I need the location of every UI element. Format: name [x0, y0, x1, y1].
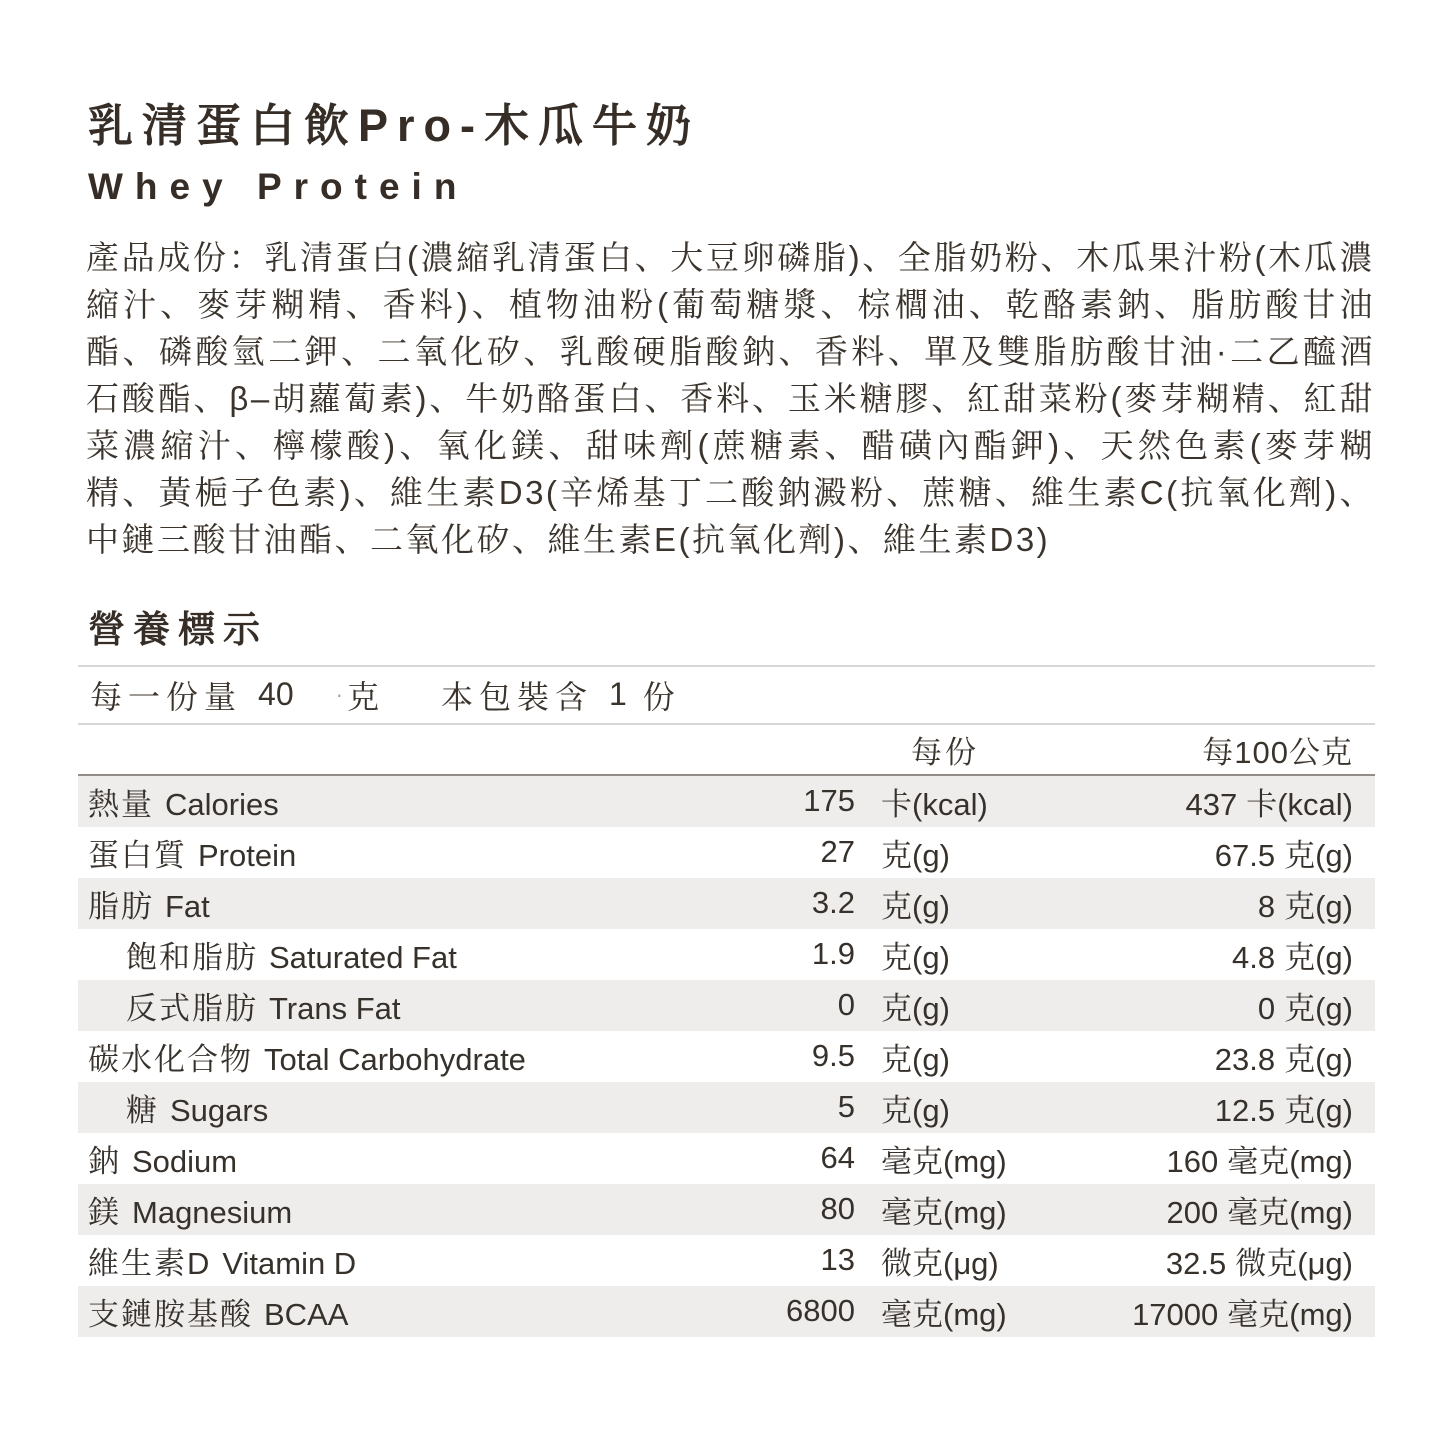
nutrient-name-en: Vitamin D — [222, 1245, 357, 1281]
per-100g-cell — [1065, 1136, 1375, 1181]
per-100g-unit: 克(g) — [1284, 939, 1353, 975]
nutrient-name — [78, 1187, 735, 1232]
per-100g-unit: 克(g) — [1284, 1092, 1353, 1128]
table-row — [78, 776, 1375, 827]
nutrient-name — [78, 881, 735, 926]
per-serving-value: 1.9 — [811, 936, 855, 972]
serving-size-row — [78, 665, 1375, 725]
per-serving-unit: 卡(kcal) — [881, 786, 988, 822]
per-100g-value: 23.8 — [1214, 1041, 1276, 1077]
package-serving-count: 1 — [608, 676, 627, 713]
per-serving-unit: 毫克(mg) — [881, 1296, 1007, 1332]
per-100g-value: 4.8 — [1232, 939, 1276, 975]
per-serving-unit: 微克(μg) — [881, 1245, 999, 1281]
per-100g-cell — [1065, 830, 1375, 875]
per-100g-unit: 克(g) — [1284, 837, 1353, 873]
nutrient-name-zh: 支鏈胺基酸 — [88, 1296, 253, 1332]
nutrient-name-en: Saturated Fat — [269, 939, 457, 975]
per-100g-cell — [1065, 1289, 1375, 1334]
per-100g-unit: 毫克(mg) — [1227, 1296, 1353, 1332]
table-row — [78, 1133, 1375, 1184]
per-100g-cell — [1065, 932, 1375, 977]
per-serving-unit: 克(g) — [881, 888, 950, 924]
per-serving-value: 80 — [820, 1191, 855, 1227]
per-100g-value: 0 — [1257, 990, 1276, 1026]
nutrient-name-zh: 碳水化合物 — [88, 1041, 253, 1077]
per-100g-unit: 毫克(mg) — [1227, 1143, 1353, 1179]
per-serving-unit: 毫克(mg) — [881, 1194, 1007, 1230]
per-serving-value: 6800 — [786, 1293, 855, 1329]
serving-size-dot: · — [335, 681, 343, 707]
nutrient-name — [78, 1085, 735, 1130]
nutrient-name-zh: 飽和脂肪 — [126, 939, 258, 975]
nutrient-name-zh: 反式脂肪 — [126, 990, 258, 1026]
per-serving-value: 0 — [837, 987, 855, 1023]
per-serving-unit: 克(g) — [881, 939, 950, 975]
nutrient-name-zh: 鎂 — [88, 1194, 121, 1230]
nutrient-name — [78, 932, 735, 977]
nutrient-name-en: Sodium — [132, 1143, 238, 1179]
nutrient-name-zh: 維生素D — [88, 1245, 212, 1281]
package-contains-label: 本包裝含 — [440, 678, 593, 715]
per-serving-unit: 克(g) — [881, 990, 950, 1026]
nutrition-table-body — [78, 776, 1375, 1337]
label-page — [78, 0, 1375, 1337]
per-100g-unit: 微克(μg) — [1235, 1245, 1353, 1281]
nutrient-name-zh: 糖 — [126, 1092, 159, 1128]
per-100g-unit: 克(g) — [1284, 888, 1353, 924]
per-100g-unit: 卡(kcal) — [1246, 786, 1353, 822]
nutrient-name-en: Calories — [165, 786, 279, 822]
nutrition-heading: 營養標示 — [88, 608, 268, 650]
table-row — [78, 1031, 1375, 1082]
per-100g-value: 17000 — [1132, 1296, 1219, 1332]
table-row — [78, 980, 1375, 1031]
column-header-per-serving: 每份 — [911, 734, 979, 770]
table-row — [78, 827, 1375, 878]
table-row — [78, 929, 1375, 980]
ingredients-paragraph: 產品成份：乳清蛋白(濃縮乳清蛋白、大豆卵磷脂)、全脂奶粉、木瓜果汁粉(木瓜濃縮汁、麥芽糊精、香料)、植物油粉(葡萄糖漿、棕櫚油、乾酪素鈉、脂肪酸甘油酯、磷酸氫二鉀、二氧化矽、乳酸硬脂酸鈉、香料、單及雙脂肪酸甘油·二乙醯酒石酸酯、β–胡蘿蔔素)、牛奶酪蛋白、香料、玉米糖膠、紅甜菜粉(麥芽糊精、紅甜菜濃縮汁、檸檬酸)、氧化鎂、甜味劑(蔗糖素、醋磺內酯鉀)、天然色素(麥芽糊精、黃梔子色素)、維生素D3(辛烯基丁二酸鈉澱粉、蔗糖、維生素C(抗氧化劑)、中鏈三酸甘油酯、二氧化矽、維生素E(抗氧化劑)、維生素D3) — [86, 238, 1375, 558]
table-row — [78, 1184, 1375, 1235]
per-serving-value: 13 — [820, 1242, 855, 1278]
per-100g-value: 67.5 — [1214, 837, 1276, 873]
nutrient-name — [78, 1238, 735, 1283]
per-serving-unit: 毫克(mg) — [881, 1143, 1007, 1179]
table-row — [78, 1286, 1375, 1337]
nutrient-name — [78, 1136, 735, 1181]
per-100g-unit: 毫克(mg) — [1227, 1194, 1353, 1230]
nutrient-name — [78, 779, 735, 824]
per-serving-value: 175 — [803, 783, 855, 819]
nutrient-name-en: Total Carbohydrate — [264, 1041, 526, 1077]
product-title-zh: 乳清蛋白飲Pro-木瓜牛奶 — [88, 100, 701, 151]
nutrient-name — [78, 1289, 735, 1334]
per-100g-value: 200 — [1166, 1194, 1219, 1230]
per-100g-cell — [1065, 779, 1375, 824]
nutrient-name-en: Magnesium — [132, 1194, 293, 1230]
serving-size-label: 每一份量 — [90, 678, 243, 715]
package-serving-unit: 份 — [642, 678, 679, 715]
nutrient-name — [78, 830, 735, 875]
per-serving-value: 27 — [820, 834, 855, 870]
nutrient-name-en: BCAA — [264, 1296, 349, 1332]
per-100g-cell — [1065, 1034, 1375, 1079]
per-serving-value: 9.5 — [811, 1038, 855, 1074]
nutrient-name-zh: 蛋白質 — [88, 837, 187, 873]
nutrient-name-zh: 熱量 — [88, 786, 154, 822]
per-100g-unit: 克(g) — [1284, 1041, 1353, 1077]
nutrient-name-en: Trans Fat — [269, 990, 401, 1026]
per-serving-value: 64 — [820, 1140, 855, 1176]
per-100g-value: 12.5 — [1214, 1092, 1276, 1128]
nutrient-name-en: Protein — [198, 837, 297, 873]
nutrient-name — [78, 1034, 735, 1079]
nutrient-name-zh: 脂肪 — [88, 888, 154, 924]
nutrient-name-en: Sugars — [170, 1092, 269, 1128]
nutrient-name — [78, 983, 735, 1028]
per-100g-value: 437 — [1185, 786, 1238, 822]
per-100g-cell — [1065, 1238, 1375, 1283]
per-serving-unit: 克(g) — [881, 1041, 950, 1077]
serving-size-unit: 克 — [346, 678, 383, 715]
per-serving-value: 3.2 — [811, 885, 855, 921]
column-header-per-100g: 每100公克 — [1202, 734, 1353, 770]
per-100g-cell — [1065, 1085, 1375, 1130]
per-100g-cell — [1065, 1187, 1375, 1232]
nutrient-name-zh: 鈉 — [88, 1143, 121, 1179]
table-row — [78, 878, 1375, 929]
table-header-row — [78, 725, 1375, 776]
per-serving-unit: 克(g) — [881, 837, 950, 873]
nutrient-name-en: Fat — [165, 888, 210, 924]
per-100g-cell — [1065, 881, 1375, 926]
per-100g-unit: 克(g) — [1284, 990, 1353, 1026]
per-100g-value: 8 — [1257, 888, 1276, 924]
table-row — [78, 1082, 1375, 1133]
per-serving-value: 5 — [837, 1089, 855, 1125]
per-100g-value: 160 — [1166, 1143, 1219, 1179]
table-row — [78, 1235, 1375, 1286]
serving-size-amount: 40 — [258, 676, 294, 713]
per-100g-cell — [1065, 983, 1375, 1028]
per-100g-value: 32.5 — [1165, 1245, 1227, 1281]
product-title-en: Whey Protein — [88, 165, 469, 207]
per-serving-unit: 克(g) — [881, 1092, 950, 1128]
